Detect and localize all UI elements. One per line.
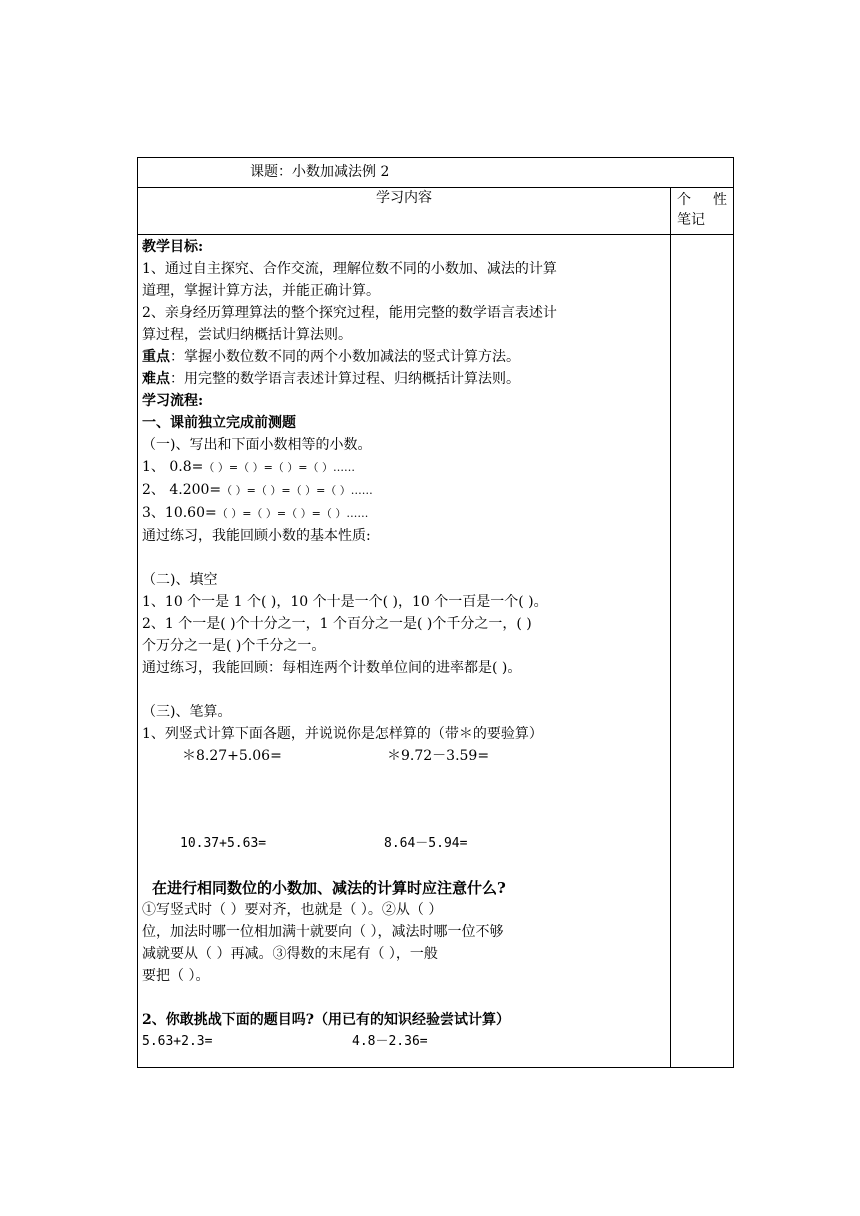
calc-row-2 [142, 833, 666, 855]
section2-heading: 2、你敢挑战下面的题目吗?（用已有的知识经验尝试计算） [142, 1012, 510, 1028]
q3-blanks: （ ）=（ ）=（ ）=（ ）…… [216, 507, 369, 520]
calc-c: 10.37+5.63= [180, 836, 267, 851]
goal-1-line-2: 道理，掌握计算方法，并能正确计算。 [142, 283, 380, 299]
goals-heading: 教学目标: [142, 239, 204, 255]
challenge-row [142, 1031, 666, 1053]
recall-property: 通过练习，我能回顾小数的基本性质: [142, 528, 371, 544]
key-point-label: 重点 [142, 349, 170, 365]
recall-rate: 通过练习，我能回顾：每相连两个计数单位间的进率都是( )。 [142, 660, 522, 676]
spacer [142, 987, 666, 1009]
key-point-text: ：掌握小数位数不同的两个小数加减法的竖式计算方法。 [170, 349, 520, 365]
challenge-a: 5.63+2.3= [142, 1034, 213, 1049]
spacer [142, 679, 666, 701]
notes-header-line2: 笔记 [677, 212, 705, 228]
challenge-b: 4.8－2.36= [352, 1034, 428, 1049]
notes-column[interactable] [671, 235, 734, 1068]
fill-blank-2-line-2: 个万分之一是( )个千分之一。 [142, 638, 326, 654]
content-header: 学习内容 [138, 188, 671, 235]
spacer [142, 547, 666, 569]
fill-blank-1: 1、10 个一是 1 个( )，10 个十是一个( )，10 个一百是一个( )。 [142, 594, 548, 610]
equal-decimal-q1 [142, 456, 666, 479]
spacer [142, 855, 666, 877]
work-space [142, 767, 666, 833]
fill-blank-2-line-1: 2、1 个一是( )个十分之一，1 个百分之一是( )个千分之一，( ) [142, 616, 532, 632]
goal-2-line-2: 算过程，尝试归纳概括计算法则。 [142, 327, 352, 343]
calc-d: 8.64－5.94= [384, 836, 468, 851]
calc-a: ＊8.27+5.06= [182, 748, 282, 764]
key-point [142, 346, 666, 368]
q3-label: 3、10.60= [142, 505, 217, 521]
attention-heading: 在进行相同数位的小数加、减法的计算时应注意什么? [152, 879, 506, 897]
equal-decimal-q3 [142, 502, 666, 525]
equal-decimal-q2 [142, 479, 666, 502]
attention-line-2: 位，加法时哪一位相加满十就要向（ ），减法时哪一位不够 [142, 924, 504, 940]
q1-label: 1、 0.8= [142, 459, 204, 475]
difficulty-point [142, 368, 666, 390]
part2-heading: （二)、填空 [142, 572, 218, 588]
calc-b: ＊9.72－3.59= [387, 748, 490, 764]
q2-label: 2、 4.200= [142, 482, 222, 498]
flow-heading: 学习流程: [142, 393, 204, 409]
difficulty-text: ：用完整的数学语言表述计算过程、归纳概括计算法则。 [170, 371, 520, 387]
part3-heading: （三)、笔算。 [142, 704, 232, 720]
section1-heading: 一、课前独立完成前测题 [142, 415, 296, 431]
notes-header [671, 188, 734, 235]
attention-line-3: 减就要从（ ）再减。③得数的末尾有（ ），一般 [142, 946, 438, 962]
lesson-title: 课题：小数加减法例 2 [138, 158, 734, 188]
attention-line-1: ①写竖式时（ ）要对齐，也就是（ ）。②从（ ） [142, 902, 443, 918]
part1-heading: （一)、写出和下面小数相等的小数。 [142, 437, 372, 453]
attention-line-4: 要把（ ）。 [142, 968, 210, 984]
written-calc-intro: 1、列竖式计算下面各题，并说说你是怎样算的（带＊的要验算） [142, 726, 543, 742]
notes-header-char1: 个 [677, 192, 691, 208]
q2-blanks: （ ）=（ ）=（ ）=（ ）…… [221, 484, 373, 497]
calc-row-1 [142, 745, 666, 767]
goal-1-line-1: 1、通过自主探究、合作交流，理解位数不同的小数加、减法的计算 [142, 261, 557, 277]
lesson-table [137, 157, 734, 1068]
content-body [138, 235, 671, 1068]
goal-2-line-1: 2、亲身经历算理算法的整个探究过程，能用完整的数学语言表述计 [142, 305, 557, 321]
notes-header-char2: 性 [713, 192, 728, 208]
q1-blanks: （ ）=（ ）=（ ）=（ ）…… [203, 461, 355, 474]
difficulty-label: 难点 [142, 371, 170, 387]
